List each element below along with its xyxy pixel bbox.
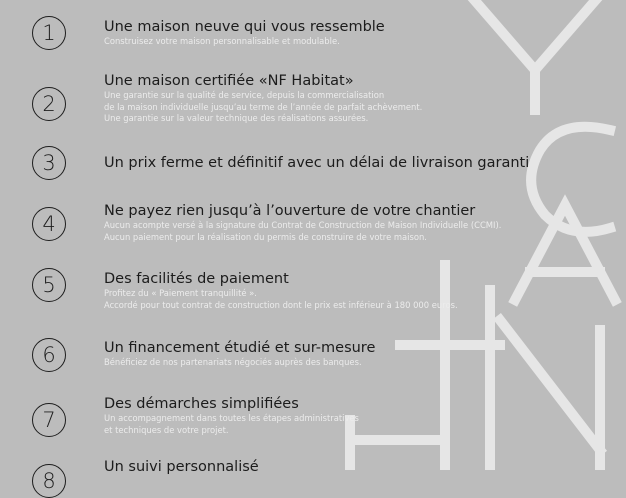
item-title: Un financement étudié et sur-mesure bbox=[104, 340, 376, 356]
item-title: Un prix ferme et définitif avec un délai de livraison garanti bbox=[104, 155, 530, 171]
number-badge: 1 bbox=[32, 16, 66, 50]
item-title: Ne payez rien jusqu’à l’ouverture de votre chantier bbox=[104, 203, 476, 219]
number-badge: 8 bbox=[32, 464, 66, 498]
item-description-line: Une garantie sur la valeur technique des réalisations assurées. bbox=[104, 113, 369, 123]
item-description-line: Profitez du « Paiement tranquillité ». bbox=[104, 288, 257, 298]
item-description-line: Construisez votre maison personnalisable et modulable. bbox=[104, 36, 340, 46]
item-title: Des facilités de paiement bbox=[104, 271, 289, 287]
item-title: Une maison neuve qui vous ressemble bbox=[104, 19, 385, 35]
number-badge: 3 bbox=[32, 146, 66, 180]
item-description-line: Aucun paiement pour la réalisation du permis de construire de votre maison. bbox=[104, 231, 427, 242]
number-badge: 6 bbox=[32, 338, 66, 372]
number-badge: 2 bbox=[32, 87, 66, 121]
number-badge: 4 bbox=[32, 207, 66, 241]
item-description-line: Accordé pour tout contrat de construction dont le prix est inférieur à 180 000 euros. bbox=[104, 299, 458, 310]
item-description-line: Bénéficiez de nos partenariats négociés auprès des banques. bbox=[104, 357, 362, 367]
number-badge: 5 bbox=[32, 268, 66, 302]
item-description-line: et techniques de votre projet. bbox=[104, 424, 229, 435]
item-title: Des démarches simplifiées bbox=[104, 396, 299, 412]
item-title: Une maison certifiée «NF Habitat» bbox=[104, 73, 354, 89]
item-description-line: de la maison individuelle jusqu’au terme de l’année de parfait achèvement. bbox=[104, 101, 423, 112]
item-description-line: Une garantie sur la qualité de service, depuis la commercialisation bbox=[104, 90, 385, 100]
number-badge: 7 bbox=[32, 403, 66, 437]
item-description-line: Un accompagnement dans toutes les étapes administratives bbox=[104, 413, 359, 423]
item-title: Un suivi personnalisé bbox=[104, 459, 259, 475]
item-description-line: Aucun acompte versé à la signature du Contrat de Construction de Maison Individuelle (CCMI). bbox=[104, 220, 502, 230]
